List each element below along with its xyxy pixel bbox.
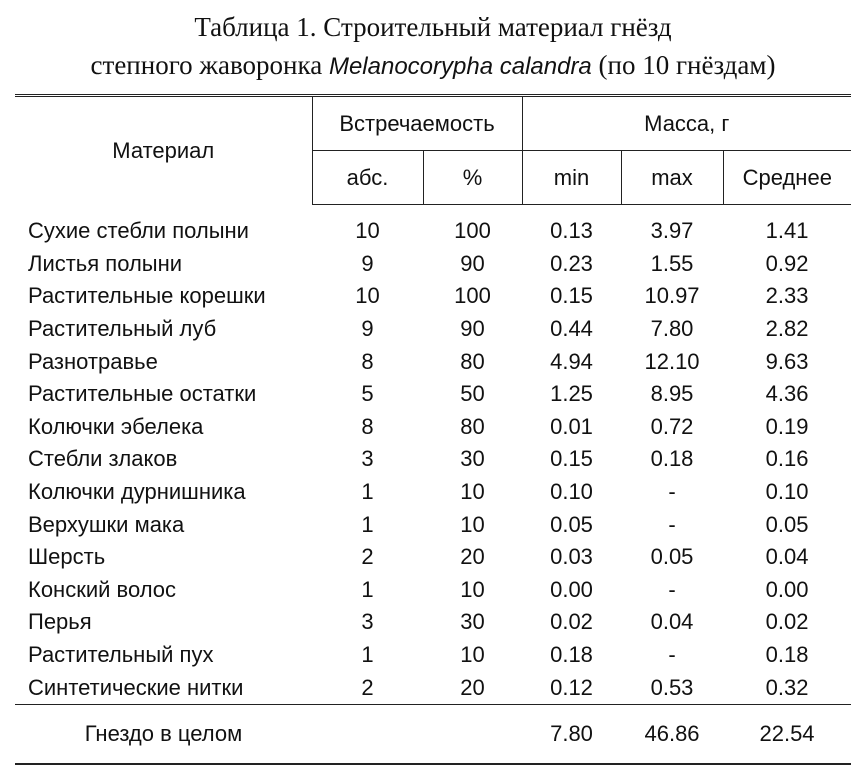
cell-min: 0.01 <box>550 413 593 439</box>
cell-material: Растительные остатки <box>28 381 257 407</box>
table-row <box>15 248 851 281</box>
cell-min: 0.23 <box>550 250 593 276</box>
header-abs: абс. <box>312 151 423 205</box>
header-percent: % <box>423 151 522 205</box>
cell-mean: 2.82 <box>765 316 809 342</box>
table-row <box>15 606 851 639</box>
header-occurrence: Встречаемость <box>312 96 522 151</box>
cell-percent: 20 <box>460 544 485 570</box>
table-row <box>15 280 851 313</box>
cell-max: - <box>668 479 676 505</box>
header-mean: Среднее <box>723 151 851 205</box>
cell-material: Шерсть <box>28 544 106 570</box>
total-label: Гнездо в целом <box>15 704 312 764</box>
cell-max: 0.05 <box>650 544 694 570</box>
cell-mean: 2.33 <box>765 283 809 309</box>
cell-max: - <box>668 642 676 668</box>
cell-max: 7.80 <box>650 316 694 342</box>
cell-percent: 50 <box>460 381 485 407</box>
total-pct <box>423 704 522 764</box>
cell-max: 3.97 <box>650 218 694 244</box>
cell-mean: 0.00 <box>765 576 809 602</box>
table-row <box>15 508 851 541</box>
cell-material: Растительный пух <box>28 642 214 668</box>
total-min: 7.80 <box>522 704 621 764</box>
cell-material: Стебли злаков <box>28 446 178 472</box>
cell-min: 0.18 <box>550 642 593 668</box>
cell-abs: 10 <box>355 218 380 244</box>
table-footer <box>15 704 851 764</box>
cell-min: 0.44 <box>550 316 593 342</box>
cell-min: 0.00 <box>550 576 593 602</box>
cell-abs: 1 <box>361 576 374 602</box>
cell-percent: 20 <box>460 674 485 700</box>
total-abs <box>312 704 423 764</box>
cell-max: 8.95 <box>650 381 694 407</box>
cell-material: Растительные корешки <box>28 283 266 309</box>
cell-abs: 9 <box>361 316 374 342</box>
table-row <box>15 671 851 704</box>
cell-min: 0.03 <box>550 544 593 570</box>
cell-abs: 1 <box>361 479 374 505</box>
total-max: 46.86 <box>621 704 723 764</box>
total-mean: 22.54 <box>723 704 851 764</box>
cell-percent: 10 <box>460 576 485 602</box>
table-header <box>15 96 851 205</box>
cell-material: Растительный луб <box>28 316 217 342</box>
cell-max: - <box>668 511 676 537</box>
cell-mean: 0.02 <box>765 609 809 635</box>
cell-material: Листья полыни <box>28 250 183 276</box>
cell-abs: 3 <box>361 609 374 635</box>
cell-max: 12.10 <box>644 348 700 374</box>
cell-max: 10.97 <box>644 283 700 309</box>
cell-mean: 0.10 <box>765 479 809 505</box>
cell-mean: 0.92 <box>765 250 809 276</box>
cell-mean: 0.19 <box>765 413 809 439</box>
cell-percent: 80 <box>460 413 485 439</box>
cell-abs: 5 <box>361 381 374 407</box>
cell-percent: 30 <box>460 609 485 635</box>
cell-material: Колючки эбелека <box>28 413 204 439</box>
header-material: Материал <box>15 96 312 205</box>
table-row <box>15 541 851 574</box>
cell-abs: 8 <box>361 413 374 439</box>
cell-max: 1.55 <box>650 250 694 276</box>
cell-abs: 1 <box>361 642 374 668</box>
cell-mean: 4.36 <box>765 381 809 407</box>
cell-abs: 9 <box>361 250 374 276</box>
cell-percent: 80 <box>460 348 485 374</box>
cell-min: 0.12 <box>550 674 593 700</box>
cell-percent: 100 <box>454 218 491 244</box>
cell-material: Сухие стебли полыни <box>28 218 249 244</box>
cell-mean: 0.18 <box>765 642 809 668</box>
cell-max: 0.53 <box>650 674 694 700</box>
caption-suffix: (по 10 гнёздам) <box>598 50 776 80</box>
cell-percent: 30 <box>460 446 485 472</box>
cell-min: 0.15 <box>550 283 593 309</box>
cell-min: 4.94 <box>550 348 593 374</box>
cell-abs: 1 <box>361 511 374 537</box>
cell-material: Перья <box>28 609 92 635</box>
cell-percent: 100 <box>454 283 491 309</box>
cell-min: 0.05 <box>550 511 593 537</box>
table-caption <box>0 8 866 86</box>
header-mass: Масса, г <box>522 96 851 151</box>
cell-percent: 90 <box>460 316 485 342</box>
table-row <box>15 378 851 411</box>
table-row <box>15 639 851 672</box>
table-body <box>15 205 851 705</box>
cell-material: Разнотравье <box>28 348 158 374</box>
table-row <box>15 443 851 476</box>
cell-material: Колючки дурнишника <box>28 479 246 505</box>
cell-min: 1.25 <box>550 381 593 407</box>
table-row <box>15 205 851 248</box>
table-row <box>15 411 851 444</box>
cell-material: Конский волос <box>28 576 177 602</box>
cell-mean: 0.32 <box>765 674 809 700</box>
cell-min: 0.02 <box>550 609 593 635</box>
table-row <box>15 313 851 346</box>
header-min: min <box>522 151 621 205</box>
cell-material: Синтетические нитки <box>28 674 244 700</box>
caption-prefix: степного жаворонка <box>90 50 323 80</box>
cell-percent: 10 <box>460 642 485 668</box>
cell-max: 0.18 <box>650 446 694 472</box>
cell-abs: 3 <box>361 446 374 472</box>
cell-percent: 90 <box>460 250 485 276</box>
caption-line-2 <box>0 46 866 86</box>
cell-percent: 10 <box>460 511 485 537</box>
nest-material-table <box>15 94 851 765</box>
table-row <box>15 345 851 378</box>
cell-abs: 2 <box>361 544 374 570</box>
cell-mean: 0.16 <box>765 446 809 472</box>
cell-mean: 0.05 <box>765 511 809 537</box>
cell-mean: 0.04 <box>765 544 809 570</box>
cell-mean: 9.63 <box>765 348 809 374</box>
cell-min: 0.15 <box>550 446 593 472</box>
cell-min: 0.13 <box>550 218 593 244</box>
cell-mean: 1.41 <box>765 218 809 244</box>
cell-max: - <box>668 576 676 602</box>
total-row <box>15 704 851 764</box>
cell-max: 0.72 <box>650 413 694 439</box>
table-row <box>15 476 851 509</box>
cell-min: 0.10 <box>550 479 593 505</box>
table-row <box>15 574 851 607</box>
cell-percent: 10 <box>460 479 485 505</box>
cell-abs: 8 <box>361 348 374 374</box>
caption-line-1: Таблица 1. Строительный материал гнёзд <box>194 12 672 42</box>
header-max: max <box>621 151 723 205</box>
cell-max: 0.04 <box>650 609 694 635</box>
cell-abs: 10 <box>355 283 380 309</box>
cell-material: Верхушки мака <box>28 511 185 537</box>
species-latin-name: Melanocorypha calandra <box>328 53 592 80</box>
cell-abs: 2 <box>361 674 374 700</box>
